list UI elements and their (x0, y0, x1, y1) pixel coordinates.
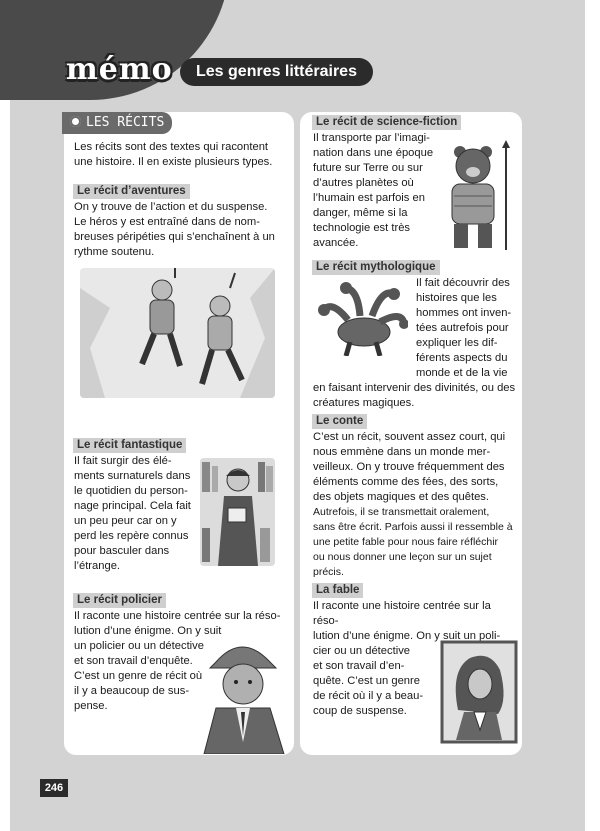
text-line: rythme soutenu. (74, 246, 155, 258)
text-line: l’humain est parfois en (313, 192, 425, 204)
text-line: pour basculer dans (74, 545, 170, 557)
text-line: sans être écrit. Parfois aussi il ressemble à (313, 521, 513, 533)
text-line: ou nous donner une leçon sur un sujet (313, 551, 492, 563)
memo-brand: mémo (66, 52, 173, 87)
text-line: Il raconte une histoire centrée sur la réso- (313, 600, 491, 627)
page-title: Les genres littéraires (180, 58, 373, 86)
text-line: Il fait découvrir des (416, 277, 510, 289)
label-mytho: Le récit mythologique (312, 260, 440, 275)
text-line: Il raconte une histoire centrée sur la réso- (74, 610, 281, 622)
label-conte: Le conte (312, 414, 367, 429)
text-line: C’est un récit, souvent assez court, qui (313, 431, 506, 443)
text-line: avancée. (313, 237, 359, 249)
label-policier: Le récit policier (73, 593, 166, 608)
text-line: et son travail d’enquête. (74, 655, 193, 667)
recits-intro: Les récits sont des textes qui racontent une histoire. Il en existe plusieurs types. (74, 141, 273, 168)
text-line: et son travail d’en- (313, 660, 405, 672)
recits-tab (62, 112, 172, 134)
text-line: créatures magiques. (313, 397, 415, 409)
text-line: expliquer les dif- (416, 337, 498, 349)
text-line: hommes ont inven- (416, 307, 512, 319)
text-line: férents aspects du (416, 352, 508, 364)
label-fable: La fable (312, 583, 363, 598)
text-line: Il fait surgir des élé- (74, 455, 172, 467)
text-line: des objets magiques et des quêtes. (313, 491, 490, 503)
text-line: future sur Terre ou sur (313, 162, 423, 174)
text-line: pense. (74, 700, 108, 712)
text-line: C’est un genre de récit où (74, 670, 203, 682)
portrait-illustration (440, 640, 518, 744)
recits-tab-label: LES RÉCITS (86, 115, 165, 130)
text-line: nation dans une époque (313, 147, 434, 159)
text-line: technologie est très (313, 222, 411, 234)
bear-warrior-illustration (440, 140, 518, 252)
text-line: Il transporte par l’imagi- (313, 132, 430, 144)
text-line: une petite fable pour nous faire réfléchir (313, 536, 499, 548)
bookshelf-reader-illustration (200, 458, 275, 566)
page-number: 246 (40, 779, 68, 797)
text-line: coup de suspense. (313, 705, 407, 717)
text-line: danger, même si la (313, 207, 408, 219)
text-line: quête. C’est un genre (313, 675, 420, 687)
aventures-text (74, 200, 284, 260)
text-line: On y trouve de l’action et du suspense. (74, 201, 268, 213)
label-aventures: Le récit d’aventures (73, 184, 190, 199)
text-line: perd les repère connus (74, 530, 189, 542)
text-line: un policier ou un détective (74, 640, 204, 652)
conte-text (313, 430, 518, 580)
label-fantastique: Le récit fantastique (73, 438, 186, 453)
text-line: nous emmène dans un monde mer- (313, 446, 491, 458)
text-line: monde et de la vie (416, 367, 508, 379)
text-line: précis. (313, 566, 344, 578)
text-line: le quotidien du person- (74, 485, 188, 497)
text-line: breuses péripéties qui s’enchaînent à un (74, 231, 275, 243)
climbers-illustration (80, 268, 275, 398)
text-line: l’étrange. (74, 560, 121, 572)
text-line: il y a beaucoup de sus- (74, 685, 190, 697)
label-sf: Le récit de science-fiction (312, 115, 461, 130)
fantastique-text (74, 454, 196, 574)
text-line: de récit où il y a beau- (313, 690, 424, 702)
gear-icon (70, 116, 81, 127)
text-line: Le héros y est entraîné dans de nom- (74, 216, 260, 228)
sf-text (313, 131, 438, 251)
text-line: histoires que les (416, 292, 497, 304)
text-line: Autrefois, il se transmettait oralement, (313, 506, 490, 518)
text-line: un peu peur car on y (74, 515, 177, 527)
text-line: tées autrefois pour (416, 322, 509, 334)
text-line: nage principal. Cela fait (74, 500, 191, 512)
mytho-text (313, 276, 518, 411)
text-line: cier ou un détective (313, 645, 411, 657)
text-line: veilleux. On y trouve fréquemment des (313, 461, 505, 473)
text-line: d’autres planètes où (313, 177, 414, 189)
text-line: ments surnaturels dans (74, 470, 191, 482)
text-line: éléments comme des fées, des sorts, (313, 476, 499, 488)
text-line: lution d’une énigme. On y suit (74, 625, 222, 637)
text-line: en faisant intervenir des divinités, ou des (313, 382, 516, 394)
detective-illustration (196, 632, 290, 754)
text-line: lution d’une énigme. On y suit un poli- (313, 630, 501, 642)
